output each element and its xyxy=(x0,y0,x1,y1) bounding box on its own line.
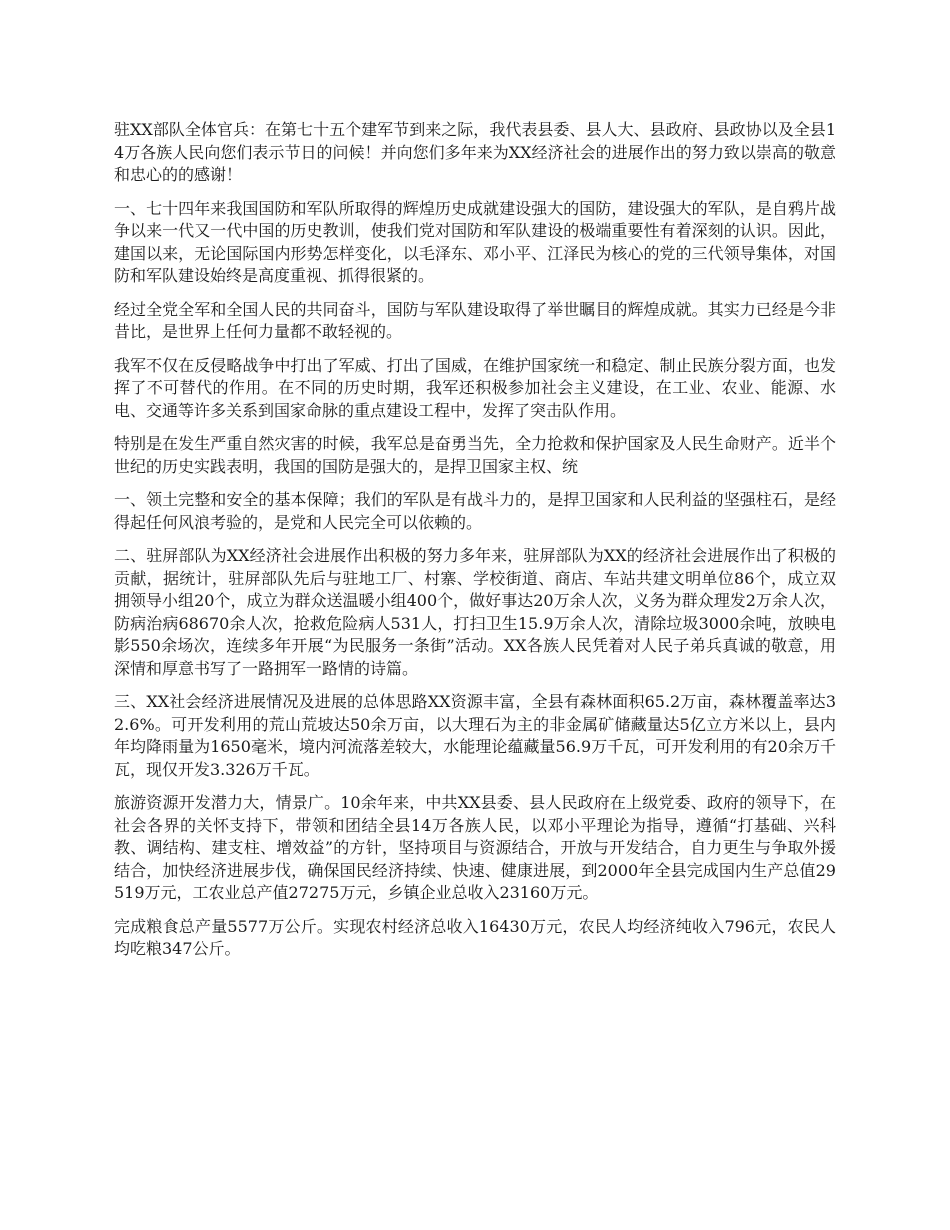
paragraph-disaster-relief: 特别是在发生严重自然灾害的时候，我军总是奋勇当先，全力抢救和保护国家及人民生命财产。近半个世纪的历史实践表明，我国的国防是强大的，是捍卫国家主权、统 xyxy=(114,434,836,476)
paragraph-achievements: 经过全党全军和全国人民的共同奋斗，国防与军队建设取得了举世瞩目的辉煌成就。其实力已经是今非昔比，是世界上任何力量都不敢轻视的。 xyxy=(114,299,836,341)
paragraph-greeting: 驻XX部队全体官兵：在第七十五个建军节到来之际，我代表县委、县人大、县政府、县政协以及全县14万各族人民向您们表示节日的问候！并向您们多年来为XX经济社会的进展作出的努力致以崇高的敬意和忠心的的感谢！ xyxy=(114,120,836,184)
document-body xyxy=(114,119,836,972)
paragraph-section-three: 三、XX社会经济进展情况及进展的总体思路XX资源丰富，全县有森林面积65.2万亩，森林覆盖率达32.6%。可开发利用的荒山荒坡达50余万亩，以大理石为主的非金属矿储藏量达5亿立方米以上，县内年均降雨量为1650毫米，境内河流落差较大，水能理论蕴藏量56.9万千瓦，可开发利用的有20余万千瓦，现仅开发3.326万千瓦。 xyxy=(114,692,836,779)
paragraph-section-one: 一、七十四年来我国国防和军队所取得的辉煌历史成就建设强大的国防，建设强大的军队，是自鸦片战争以来一代又一代中国的历史教训，使我们党对国防和军队建设的极端重要性有着深刻的认识。因此，建国以来，无论国际国内形势怎样变化，以毛泽东、邓小平、江泽民为核心的党的三代领导集体，对国防和军队建设始终是高度重视、抓得很紧的。 xyxy=(114,198,836,285)
paragraph-section-two: 二、驻屏部队为XX经济社会进展作出积极的努力多年来，驻屏部队为XX的经济社会进展作出了积极的贡献，据统计，驻屏部队先后与驻地工厂、村寨、学校街道、商店、车站共建文明单位86个，成立双拥领导小组20个，成立为群众送温暖小组400个，做好事达20万余人次，义务为群众理发2万余人次，防病治病68670余人次，抢救危险病人531人，打扫卫生15.9万余人次，清除垃圾3000余吨，放映电影550余场次，连续多年开展“为民服务一条街”活动。XX各族人民凭着对人民子弟兵真诚的敬意，用深情和厚意书写了一路拥军一路情的诗篇。 xyxy=(114,546,836,678)
paragraph-grain-output: 完成粮食总产量5577万公斤。实现农村经济总收入16430万元，农民人均经济纯收入796元，农民人均吃粮347公斤。 xyxy=(114,916,836,958)
paragraph-army-role: 我军不仅在反侵略战争中打出了军威、打出了国威，在维护国家统一和稳定、制止民族分裂方面，也发挥了不可替代的作用。在不同的历史时期，我军还积极参加社会主义建设，在工业、农业、能源、水电、交通等许多关系到国家命脉的重点建设工程中，发挥了突击队作用。 xyxy=(114,355,836,420)
paragraph-tourism: 旅游资源开发潜力大，情景广。10余年来，中共XX县委、县人民政府在上级党委、政府的领导下，在社会各界的关怀支持下，带领和团结全县14万各族人民，以邓小平理论为指导，遵循“打基础、兴科教、调结构、建支柱、增效益”的方针，坚持项目与资源结合，开放与开发结合，自力更生与争取外援结合，加快经济进展步伐，确保国民经济持续、快速、健康进展，到2000年全县完成国内生产总值29519万元，工农业总产值27275万元，乡镇企业总收入23160万元。 xyxy=(114,793,836,902)
paragraph-sovereignty: 一、领土完整和安全的基本保障；我们的军队是有战斗力的，是捍卫国家和人民利益的坚强柱石，是经得起任何风浪考验的，是党和人民完全可以依赖的。 xyxy=(114,490,836,532)
